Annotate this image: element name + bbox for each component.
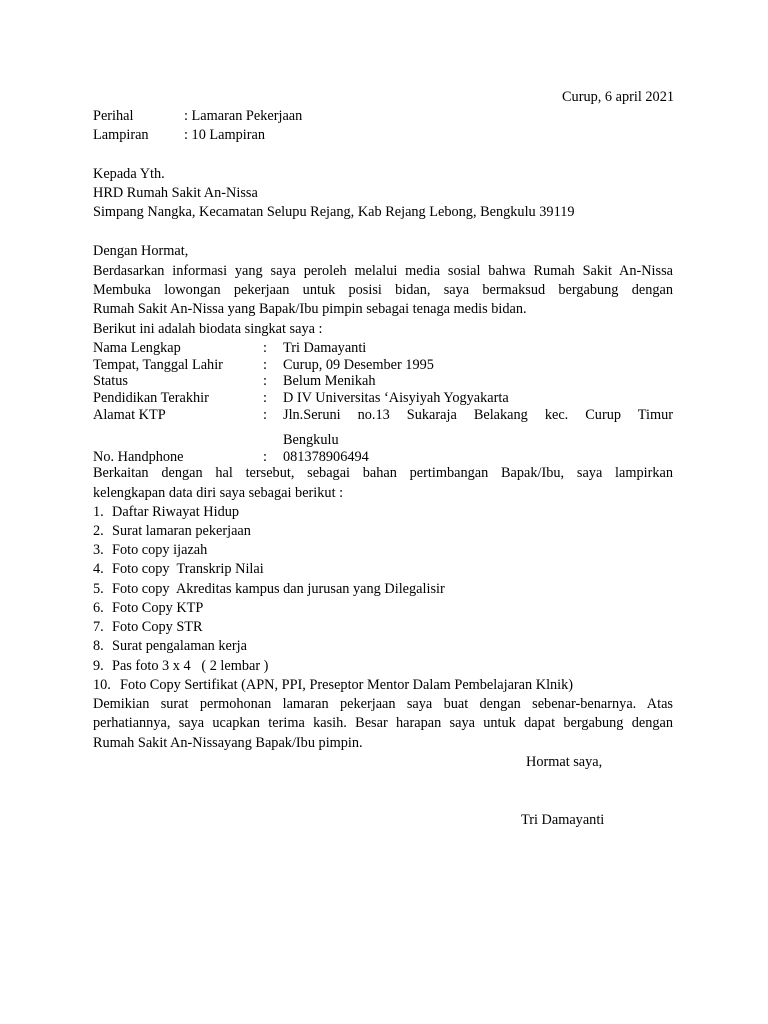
biodata-label: No. Handphone — [93, 449, 184, 465]
list-item-text: Foto Copy KTP — [112, 600, 204, 616]
list-item — [93, 541, 207, 560]
list-item-number: 8. — [93, 638, 104, 654]
closing-line: Demikian surat permohonan lamaran pekerjaan saya buat dengan sebenar-benarnya. Atas — [93, 696, 673, 712]
biodata-value: Belum Menikah — [283, 373, 376, 389]
biodata-colon: : — [263, 373, 267, 389]
biodata-value: D IV Universitas ‘Aisyiyah Yogyakarta — [283, 390, 509, 406]
biodata-value: 081378906494 — [283, 449, 369, 465]
header-row-perihal — [93, 107, 673, 126]
list-item-text: Foto copy Akreditas kampus dan jurusan yang Dilegalisir — [112, 581, 445, 597]
list-item — [93, 676, 573, 695]
signature-name: Tri Damayanti — [521, 812, 605, 828]
list-item-number: 6. — [93, 600, 104, 616]
list-item — [93, 580, 445, 599]
biodata-value: Tri Damayanti — [283, 340, 367, 356]
list-item — [93, 503, 239, 522]
recipient-name: HRD Rumah Sakit An-Nissa — [93, 185, 258, 201]
closing-line: Rumah Sakit An-Nissayang Bapak/Ibu pimpin. — [93, 735, 363, 751]
closing-line: perhatiannya, saya ucapkan terima kasih. Besar harapan saya untuk dapat bergabung dengan — [93, 715, 673, 731]
list-item — [93, 618, 203, 637]
biodata-label: Status — [93, 373, 128, 389]
list-item-number: 1. — [93, 504, 104, 520]
header-value: : 10 Lampiran — [184, 127, 265, 143]
list-item-number: 9. — [93, 658, 104, 674]
list-item-text: Foto copy ijazah — [112, 542, 208, 558]
biodata-value-continued: Bengkulu — [283, 432, 339, 448]
header-value: : Lamaran Pekerjaan — [184, 108, 303, 124]
list-item — [93, 599, 203, 618]
biodata-label: Tempat, Tanggal Lahir — [93, 357, 223, 373]
biodata-intro: Berikut ini adalah biodata singkat saya : — [93, 321, 323, 337]
list-item-text: Pas foto 3 x 4 ( 2 lembar ) — [112, 658, 269, 674]
biodata-row — [93, 406, 673, 425]
header-label: Perihal — [93, 108, 134, 124]
intro-line: Rumah Sakit An-Nissa yang Bapak/Ibu pimpin sebagai tenaga medis bidan. — [93, 301, 527, 317]
intro-line: Membuka lowongan pekerjaan untuk posisi bidan, saya bermaksud bergabung dengan — [93, 282, 673, 298]
header-row-lampiran — [93, 126, 673, 145]
biodata-value: Curup, 09 Desember 1995 — [283, 357, 434, 373]
list-item — [93, 560, 264, 579]
letter-date: Curup, 6 april 2021 — [562, 89, 674, 105]
intro-line: Berdasarkan informasi yang saya peroleh melalui media sosial bahwa Rumah Sakit An-Nissa — [93, 263, 673, 279]
biodata-colon: : — [263, 407, 267, 423]
list-item — [93, 522, 251, 541]
biodata-colon: : — [263, 357, 267, 373]
biodata-label: Pendidikan Terakhir — [93, 390, 209, 406]
attachments-intro-line: Berkaitan dengan hal tersebut, sebagai bahan pertimbangan Bapak/Ibu, saya lampirkan — [93, 465, 673, 481]
list-item-number: 7. — [93, 619, 104, 635]
recipient-address: Simpang Nangka, Kecamatan Selupu Rejang, Kab Rejang Lebong, Bengkulu 39119 — [93, 204, 575, 220]
signoff: Hormat saya, — [526, 754, 603, 770]
list-item — [93, 657, 268, 676]
biodata-label: Nama Lengkap — [93, 340, 181, 356]
list-item-text: Foto copy Transkrip Nilai — [112, 561, 264, 577]
attachments-intro-line: kelengkapan data diri saya sebagai berikut : — [93, 485, 344, 501]
biodata-colon: : — [263, 390, 267, 406]
biodata-value: Jln.Seruni no.13 Sukaraja Belakang kec. Curup Timur — [283, 407, 673, 423]
list-item-number: 5. — [93, 581, 104, 597]
list-item-number: 4. — [93, 561, 104, 577]
list-item-text: Surat lamaran pekerjaan — [112, 523, 251, 539]
list-item-text: Surat pengalaman kerja — [112, 638, 247, 654]
biodata-label: Alamat KTP — [93, 407, 166, 423]
list-item-number: 2. — [93, 523, 104, 539]
list-item-text: Foto Copy Sertifikat (APN, PPI, Preseptor Mentor Dalam Pembelajaran Klnik) — [120, 677, 574, 693]
list-item-number: 10. — [93, 677, 111, 693]
list-item-number: 3. — [93, 542, 104, 558]
header-label: Lampiran — [93, 127, 149, 143]
biodata-colon: : — [263, 340, 267, 356]
list-item — [93, 637, 247, 656]
biodata-colon: : — [263, 449, 267, 465]
recipient-salutation: Kepada Yth. — [93, 166, 165, 182]
list-item-text: Foto Copy STR — [112, 619, 203, 635]
greeting: Dengan Hormat, — [93, 243, 189, 259]
list-item-text: Daftar Riwayat Hidup — [112, 504, 240, 520]
